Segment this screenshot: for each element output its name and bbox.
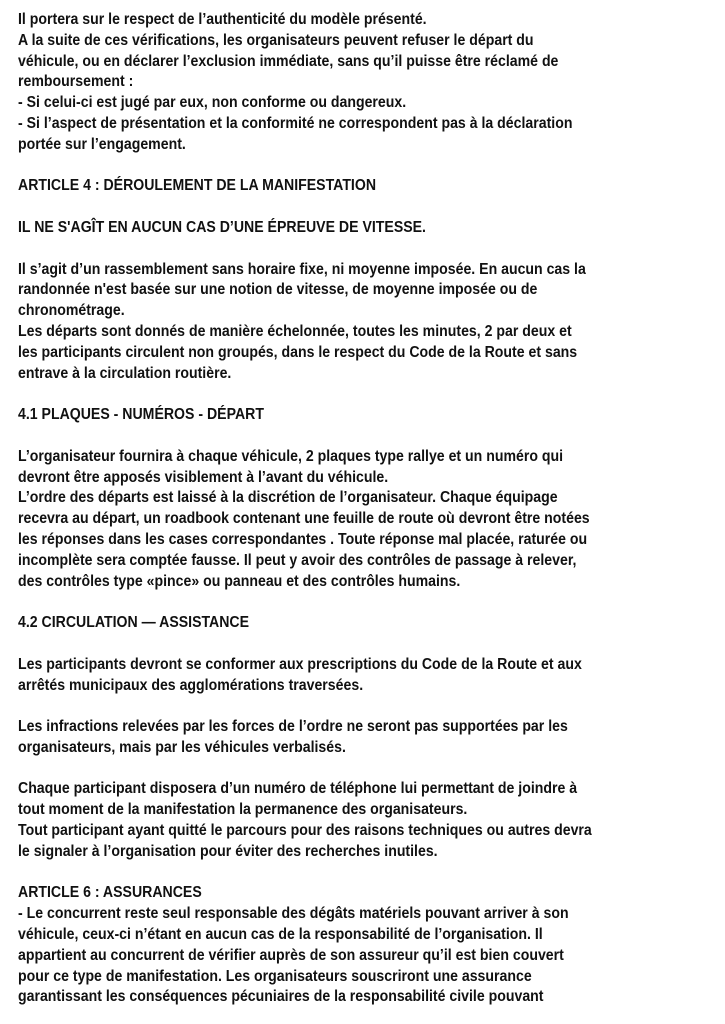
paragraph-line: randonnée n'est basée sur une notion de vitesse, de moyenne imposée ou de [18, 281, 538, 299]
article-4-heading: ARTICLE 4 : DÉROULEMENT DE LA MANIFESTATION [18, 177, 377, 195]
blank-line [18, 384, 718, 405]
paragraph-line: entrave à la circulation routière. [18, 364, 232, 382]
paragraph-line: véhicule, ceux-ci n’étant en aucun cas de la responsabilité de l’organisation. Il [18, 926, 543, 944]
paragraph-line: arrêtés municipaux des agglomérations traversées. [18, 676, 364, 694]
blank-line [18, 759, 718, 780]
list-item-line: - Si celui-ci est jugé par eux, non conforme ou dangereux. [18, 94, 407, 112]
paragraph-line: L’organisateur fournira à chaque véhicule, 2 plaques type rallye et un numéro qui [18, 447, 564, 465]
speed-disclaimer-heading: IL NE S'AGÎT EN AUCUN CAS D’UNE ÉPREUVE DE VITESSE. [18, 218, 426, 236]
blank-line [18, 426, 718, 447]
paragraph-line: Tout participant ayant quitté le parcours pour des raisons techniques ou autres devra [18, 822, 592, 840]
paragraph-line: A la suite de ces vérifications, les organisateurs peuvent refuser le départ du [18, 31, 534, 49]
paragraph-line: chronométrage. [18, 302, 125, 320]
paragraph-line: pour ce type de manifestation. Les organisateurs souscriront une assurance [18, 967, 532, 985]
list-item-line: - Le concurrent reste seul responsable des dégâts matériels pouvant arriver à son [18, 905, 569, 923]
paragraph-line: véhicule, ou en déclarer l’exclusion immédiate, sans qu’il puisse être réclamé de [18, 52, 559, 70]
blank-line [18, 592, 718, 613]
paragraph-line: Chaque participant disposera d’un numéro de téléphone lui permettant de joindre à [18, 780, 578, 798]
paragraph-line: organisateurs, mais par les véhicules verbalisés. [18, 738, 346, 756]
section-4-2-heading: 4.2 CIRCULATION — ASSISTANCE [18, 614, 250, 632]
blank-line [18, 863, 718, 884]
paragraph-line: Les participants devront se conformer aux prescriptions du Code de la Route et aux [18, 655, 582, 673]
blank-line [18, 634, 718, 655]
paragraph-line: des contrôles type «pince» ou panneau et des contrôles humains. [18, 572, 461, 590]
paragraph-line: le signaler à l’organisation pour éviter des recherches inutiles. [18, 842, 438, 860]
paragraph-line: incomplète sera comptée fausse. Il peut y avoir des contrôles de passage à relever, [18, 551, 577, 569]
paragraph-line: tout moment de la manifestation la permanence des organisateurs. [18, 801, 468, 819]
paragraph-line: recevra au départ, un roadbook contenant une feuille de route où devront être notées [18, 510, 590, 528]
blank-line [18, 197, 718, 218]
list-item-line: portée sur l’engagement. [18, 135, 186, 153]
paragraph-line: Les départs sont donnés de manière échelonnée, toutes les minutes, 2 par deux et [18, 322, 572, 340]
paragraph-line: Il portera sur le respect de l’authenticité du modèle présenté. [18, 11, 427, 28]
paragraph-line: appartient au concurrent de vérifier auprès de son assureur qu’il est bien couvert [18, 946, 564, 964]
blank-line [18, 239, 718, 260]
paragraph-line: garantissant les conséquences pécuniaires de la responsabilité civile pouvant [18, 988, 544, 1006]
paragraph-line: devront être apposés visiblement à l’avant du véhicule. [18, 468, 389, 486]
document-page [18, 10, 718, 1008]
paragraph-line: les participants circulent non groupés, dans le respect du Code de la Route et sans [18, 343, 578, 361]
section-4-1-heading: 4.1 PLAQUES - NUMÉROS - DÉPART [18, 406, 264, 424]
paragraph-line: remboursement : [18, 73, 134, 91]
blank-line [18, 696, 718, 717]
list-item-line: - Si l’aspect de présentation et la conformité ne correspondent pas à la déclaration [18, 114, 573, 132]
paragraph-line: Les infractions relevées par les forces de l’ordre ne seront pas supportées par les [18, 718, 568, 736]
paragraph-line: L’ordre des départs est laissé à la discrétion de l’organisateur. Chaque équipage [18, 489, 558, 507]
blank-line [18, 156, 718, 177]
paragraph-line: les réponses dans les cases correspondantes . Toute réponse mal placée, raturée ou [18, 530, 588, 548]
article-6-heading: ARTICLE 6 : ASSURANCES [18, 884, 202, 902]
paragraph-line: Il s’agit d’un rassemblement sans horaire fixe, ni moyenne imposée. En aucun cas la [18, 260, 586, 278]
